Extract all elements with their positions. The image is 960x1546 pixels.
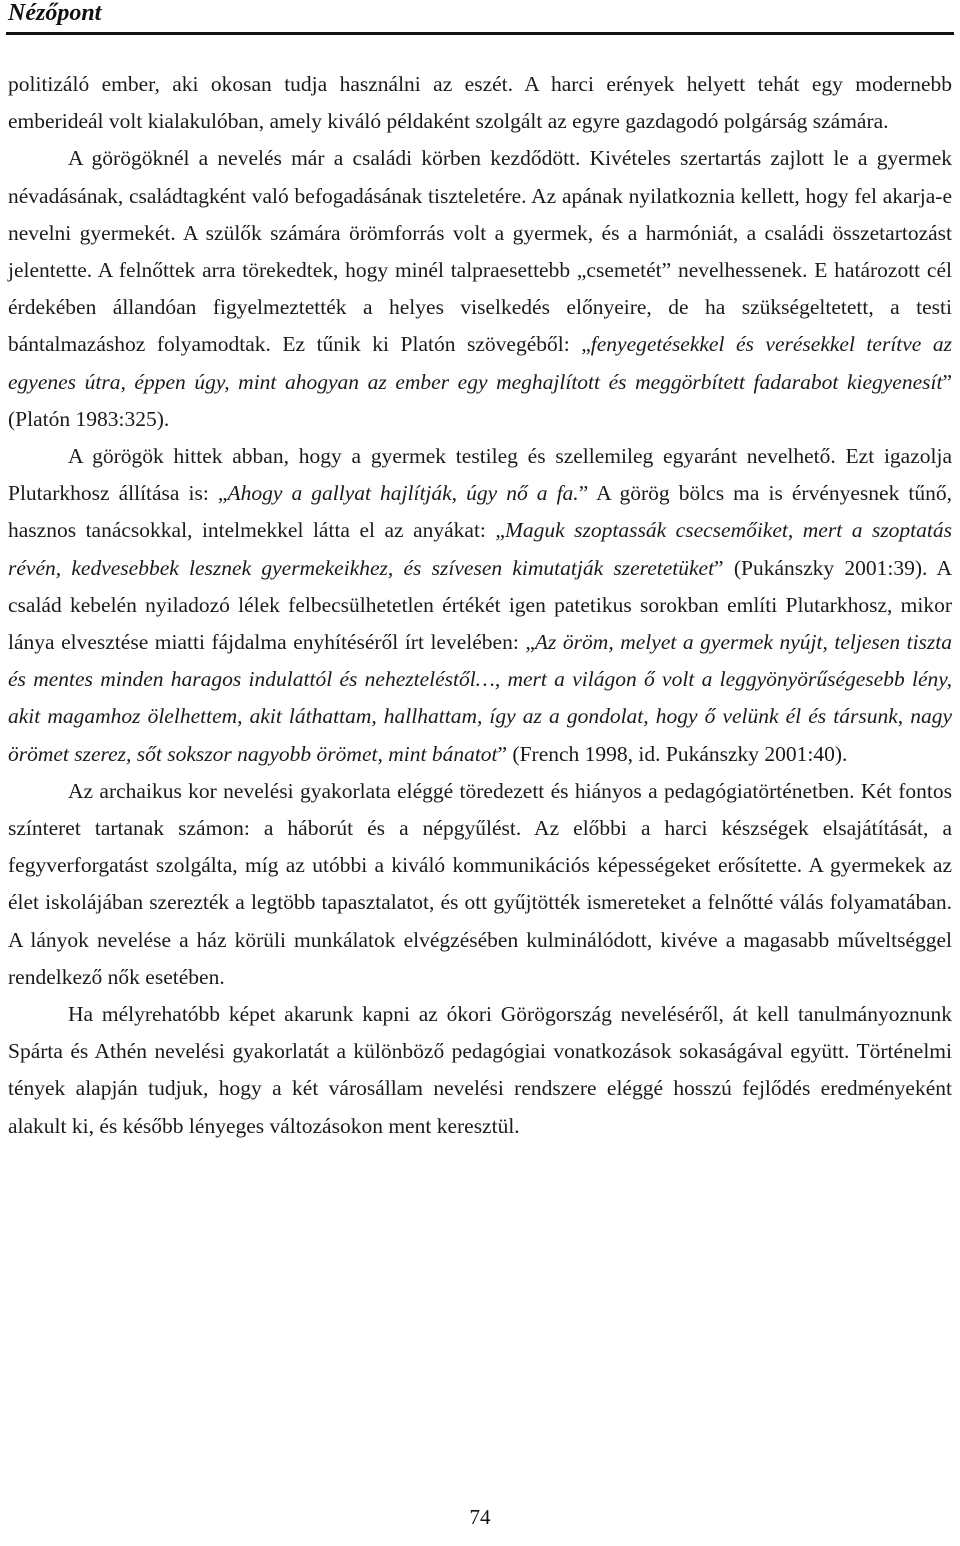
header-rule — [6, 32, 954, 35]
text-run: A görögöknél a nevelés már a családi körben kezdődött. Kivételes szertartás zajlott le a gyermek névadásának, családtagként való befogadásának tiszteletére. Az apának nyilatkoznia kellett, hogy fel akarja-e nevelni gyermekét. A szülők számára örömforrás volt a gyermek, és a harmóniát, a családi összetartozást jelentette. A felnőttek arra törekedtek, hogy minél talpraesettebb „csemetét” nevelhessenek. E határozott cél érdekében állandóan figyelmeztették a helyes viselkedés előnyeire, de ha szükségeltetett, a testi bántalmazáshoz folyamodtak. Ez tűnik ki Platón szövegéből: „ — [8, 146, 952, 357]
quotation-italic: fenyegetésekkel és verésekkel terítve az egyenes útra, éppen úgy, mint ahogyan az ember egy meghajlított és meggörbített fadarabot kiegyenesít — [8, 332, 952, 394]
body-text — [8, 66, 952, 1145]
quotation-italic: Az öröm, melyet a gyermek nyújt, teljesen tiszta és mentes minden haragos indulattól és nehezteléstől…, mert a világon ő volt a leggyönyörűségesebb lény, akit magamhoz ölelhettem, akit láthattam, hallhattam, így az a gondolat, hogy ő velünk él és társunk, nagy örömet szerez, sőt sokszor nagyobb örömet, mint bánatot — [8, 630, 953, 766]
paragraph — [8, 140, 952, 438]
text-run: Ha mélyrehatóbb képet akarunk kapni az ókori Görögország neveléséről, át kell tanulmányoznunk Spárta és Athén nevelési gyakorlatát a különböző pedagógiai vonatkozások sokaságával együtt. Történelmi tények alapján tudjuk, hogy a két városállam nevelési rendszere eléggé hosszú fejlődés eredményeként alakult ki, és később lényeges változásokon ment keresztül. — [8, 1002, 952, 1138]
running-head-title: Nézőpont — [8, 0, 102, 26]
quotation-italic: Maguk szoptassák csecsemőiket, mert a szoptatás révén, kedvesebbek lesznek gyermekeikhez, és szívesen kimutatják szeretetüket — [8, 518, 952, 580]
text-run: politizáló ember, aki okosan tudja használni az eszét. A harci erények helyett tehát egy modernebb emberideál volt kialakulóban, amely kiváló példaként szolgált az egyre gazdagodó polgárság számára. — [8, 72, 952, 134]
page-number: 74 — [469, 1505, 491, 1529]
text-run: ” A görög bölcs ma is érvényesnek tűnő, hasznos tanácsokkal, intelmekkel látta el az anyákat: „ — [8, 481, 952, 543]
text-run: Az archaikus kor nevelési gyakorlata eléggé töredezett és hiányos a pedagógiatörténetben. Két fontos színteret tartanak számon: a háborút és a népgyűlést. Az előbbi a harci készségek elsajátítását, a fegyverforgatást szolgálta, míg az utóbbi a kiváló kommunikációs képességeket erősítette. A gyermekek az élet iskolájában szerezték a legtöbb tapasztalatot, és ott gyűjtötték ismereteket a felnőtté válás folyamatában. A lányok nevelése a ház körüli munkálatok elvégzésében kulminálódott, kivéve a magasabb műveltséggel rendelkező nők esetében. — [8, 778, 952, 989]
quotation-italic: Ahogy a gallyat hajlítják, úgy nő a fa. — [227, 481, 579, 506]
paragraph — [8, 996, 952, 1145]
text-run: A görögök hittek abban, hogy a gyermek testileg és szellemileg egyaránt nevelhető. Ezt igazolja Plutarkhosz állítása is: „ — [8, 444, 952, 506]
page-header — [0, 0, 960, 38]
text-run: ” (Pukánszky 2001:39). A család kebelén nyiladozó lélek felbecsülhetetlen értékét igen patetikus sorokban említi Plutarkhosz, mikor lánya elvesztése miatti fájdalma enyhítéséről írt levelében: „ — [8, 555, 952, 655]
paragraph — [8, 66, 952, 140]
text-run: ” (French 1998, id. Pukánszky 2001:40). — [497, 741, 848, 766]
paragraph — [8, 438, 952, 773]
text-run: ” (Platón 1983:325). — [8, 369, 952, 431]
paragraph — [8, 773, 952, 996]
